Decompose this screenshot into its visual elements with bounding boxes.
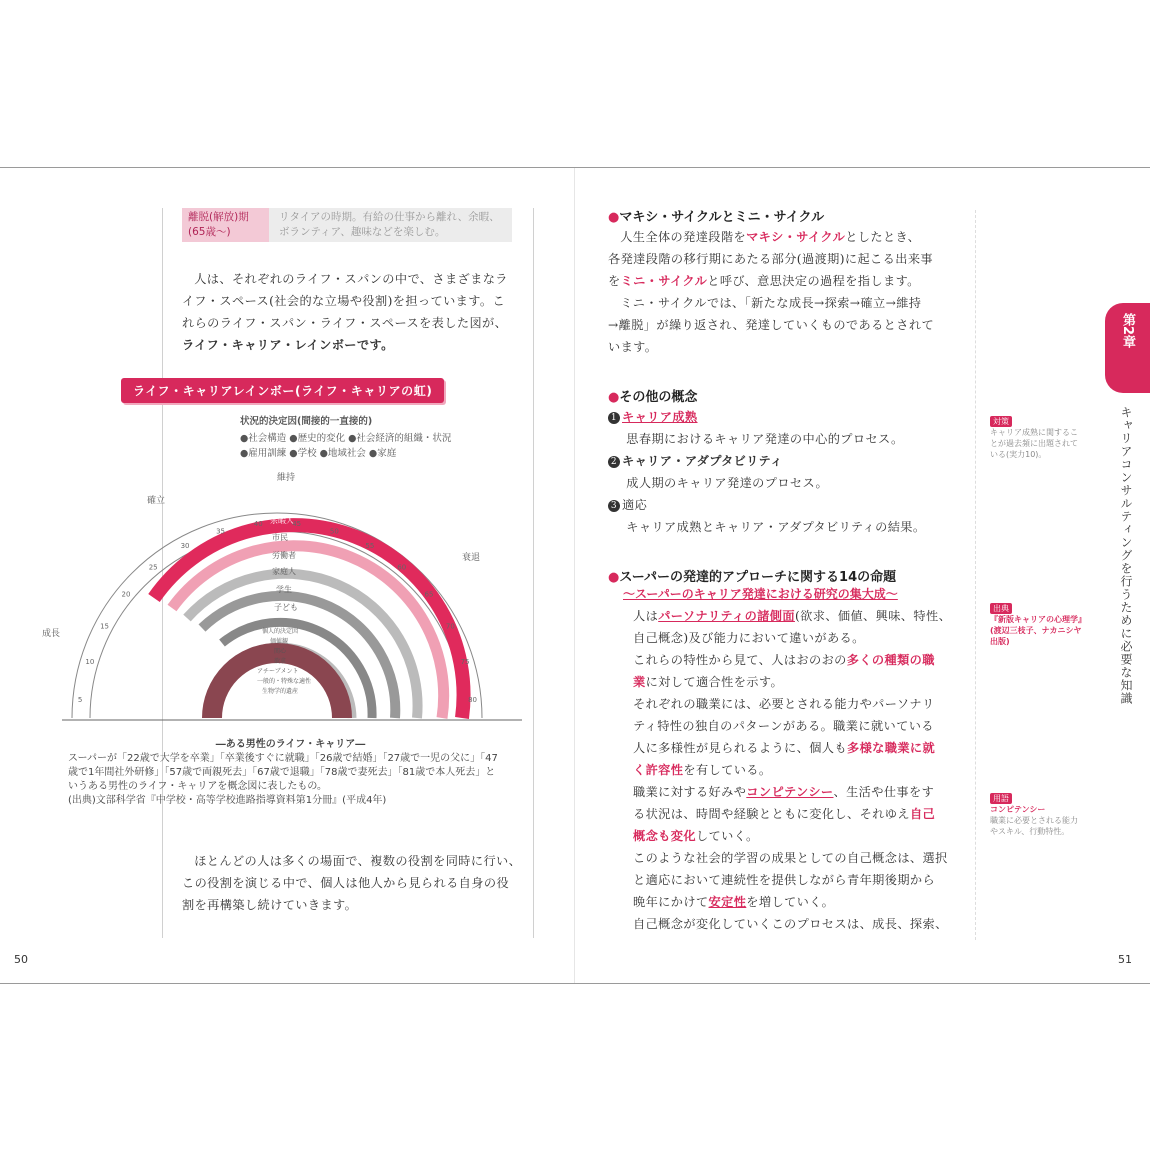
age-tick-45: 45 bbox=[292, 519, 302, 528]
legend-line-1: ●社会構造 ●歴史的変化 ●社会経済的組織・状況 bbox=[240, 433, 452, 444]
right-margin-line bbox=[533, 208, 534, 938]
age-tick-15: 15 bbox=[100, 622, 110, 631]
inner-label-0: 個人的決定因 bbox=[262, 628, 299, 635]
inner-label-2: 関心 bbox=[274, 648, 287, 655]
age-tick-20: 20 bbox=[121, 590, 131, 599]
role-label-2: 労働者 bbox=[272, 551, 296, 560]
career-rainbow-diagram bbox=[42, 468, 522, 728]
inner-label-5: 一般的・特殊な適性 bbox=[257, 678, 312, 685]
role-label-5: 子ども bbox=[274, 603, 298, 612]
role-label-4: 学生 bbox=[276, 585, 292, 594]
legend-title: 状況的決定因(間接的一直接的) bbox=[240, 416, 373, 427]
age-tick-50: 50 bbox=[329, 527, 339, 536]
section-other-concepts: ●その他の概念 bbox=[608, 390, 698, 405]
paragraph-1: 人は、それぞれのライフ・スパンの中で、さまざまなラ イフ・スペース(社会的な立場や役割)を担っています。こ れらのライフ・スパン・ライフ・スペースを表した図が、 ライフ・キャリア・レインボーです。 bbox=[182, 272, 508, 352]
age-tick-80: 80 bbox=[468, 695, 478, 704]
page-number-left: 50 bbox=[14, 953, 28, 966]
stage-table-body: リタイアの時期。有給の仕事から離れ、余暇、ボランティア、趣味などを楽しむ。 bbox=[269, 208, 512, 242]
age-tick-5: 5 bbox=[77, 695, 83, 704]
concepts-list: 1 キャリア成熟 思春期におけるキャリア発達の中心的プロセス。 2 キャリア・アダプタビリティ 成人期のキャリア発達のプロセス。 3 適応 キャリア成熟とキャリア・アダプタビリティの結果。 bbox=[608, 406, 968, 538]
figure-caption: ―ある男性のライフ・キャリア― スーパーが「22歳で大学を卒業」「卒業後すぐに就職」「26歳で結婚」「27歳で一児の父に」「47 歳で1年間社外研修」「57歳で両親死去」「67歳で退職」「78歳で妻死去」「81歳で本人死去」と いうある男性のライフ・キャリアを概念図に表したもの。 (出典)文部科学省『中学校・高等学校進路指導資料第1分冊』(平成4年) bbox=[68, 739, 498, 806]
inner-label-3: 欲求 bbox=[274, 658, 287, 665]
age-tick-65: 65 bbox=[424, 590, 434, 599]
book-spread bbox=[0, 167, 1150, 984]
sidenote-taisaku: 対策 キャリア成熟に関することが過去頻に出題されている(実力10)。 bbox=[990, 417, 1078, 459]
stage-table bbox=[182, 208, 512, 242]
inner-label-6: 生物学的遺産 bbox=[262, 688, 299, 695]
age-tick-35: 35 bbox=[216, 527, 226, 536]
section-14-propositions: ●スーパーの発達的アプローチに関する14の命題 bbox=[608, 570, 897, 585]
paragraph-2: ほとんどの人は多くの場面で、複数の役割を同時に行い、 この役割を演じる中で、個人は他人から見られる自身の役 割を再構築し続けていきます。 bbox=[182, 854, 522, 912]
age-tick-55: 55 bbox=[365, 542, 375, 551]
chapter-tab-label: 第2章 bbox=[1120, 313, 1135, 349]
spine-divider bbox=[574, 168, 575, 983]
age-tick-70: 70 bbox=[445, 622, 455, 631]
propositions-subtitle: 〜スーパーのキャリア発達における研究の集大成〜 bbox=[623, 587, 898, 601]
age-tick-10: 10 bbox=[85, 658, 95, 667]
age-tick-25: 25 bbox=[148, 563, 158, 572]
legend-line-2: ●雇用訓練 ●学校 ●地域社会 ●家庭 bbox=[240, 448, 397, 459]
section-maxi-mini: ●マキシ・サイクルとミニ・サイクル bbox=[608, 210, 825, 225]
inner-label-4: アチーブメント bbox=[257, 668, 299, 675]
page-number-right: 51 bbox=[1118, 953, 1132, 966]
sidenote-term: 用語 コンピテンシー 職業に必要とされる能力やスキル、行動特性。 bbox=[990, 794, 1078, 836]
margin-separator bbox=[975, 210, 977, 940]
figure-title: ライフ・キャリアレインボー(ライフ・キャリアの虹) bbox=[121, 378, 444, 403]
role-label-1: 市民 bbox=[272, 533, 288, 542]
age-tick-30: 30 bbox=[180, 542, 190, 551]
stage-label-left: 成長 bbox=[42, 629, 61, 639]
stage-label-left-upper: 確立 bbox=[147, 496, 166, 506]
role-label-0: 余暇人 bbox=[270, 516, 294, 525]
stage-table-head: 離脱(解放)期(65歳〜) bbox=[182, 208, 269, 242]
stage-label-right: 衰退 bbox=[462, 553, 481, 563]
chapter-vertical-title: キャリアコンサルティングを行うために必要な知識 bbox=[1119, 406, 1133, 705]
age-tick-40: 40 bbox=[253, 519, 263, 528]
section-maxi-mini-body: 人生全体の発達段階をマキシ・サイクルとしたとき、 各発達段階の移行期にあたる部分(過渡期)に起こる出来事 をミニ・サイクルと呼び、意思決定の過程を指します。 ミニ・サイクルでは、「新たな成長→探索→確立→維持 →離脱」が繰り返され、発達していくものであるとされて います。 bbox=[608, 230, 935, 354]
sidenote-source: 出典 『新版キャリアの心理学』(渡辺三枝子、ナカニシヤ出版) bbox=[990, 604, 1082, 646]
age-tick-75: 75 bbox=[460, 658, 470, 667]
propositions-list: 人はパーソナリティの諸側面(欲求、価値、興味、特性、 自己概念)及び能力において違いがある。 これらの特性から見て、人はおのおの多くの種類の職 業に対して適合性を示す。 それぞれの職業には、必要とされる能力やパーソナリ ティ特性の独自のパターンがある。職業に就いている 人に多様性が見られるように、個人も多様な職業に就 く許容性を有している。 職業に対する好みやコンピテンシー、生活や仕事をす る状況は、時間や経験とともに変化し、それゆえ自己 概念も変化していく。 このような社会的学習の成果としての自己概念は、選択 と適応において連続性を提供しながら青年期後期から 晩年にかけて安定性を増していく。 自己概念が変化していくこのプロセスは、成長、探索、 bbox=[633, 609, 952, 931]
inner-label-1: 価値観 bbox=[270, 638, 289, 645]
role-label-3: 家庭人 bbox=[272, 567, 296, 576]
age-tick-60: 60 bbox=[397, 563, 407, 572]
stage-label-top: 維持 bbox=[277, 473, 296, 483]
